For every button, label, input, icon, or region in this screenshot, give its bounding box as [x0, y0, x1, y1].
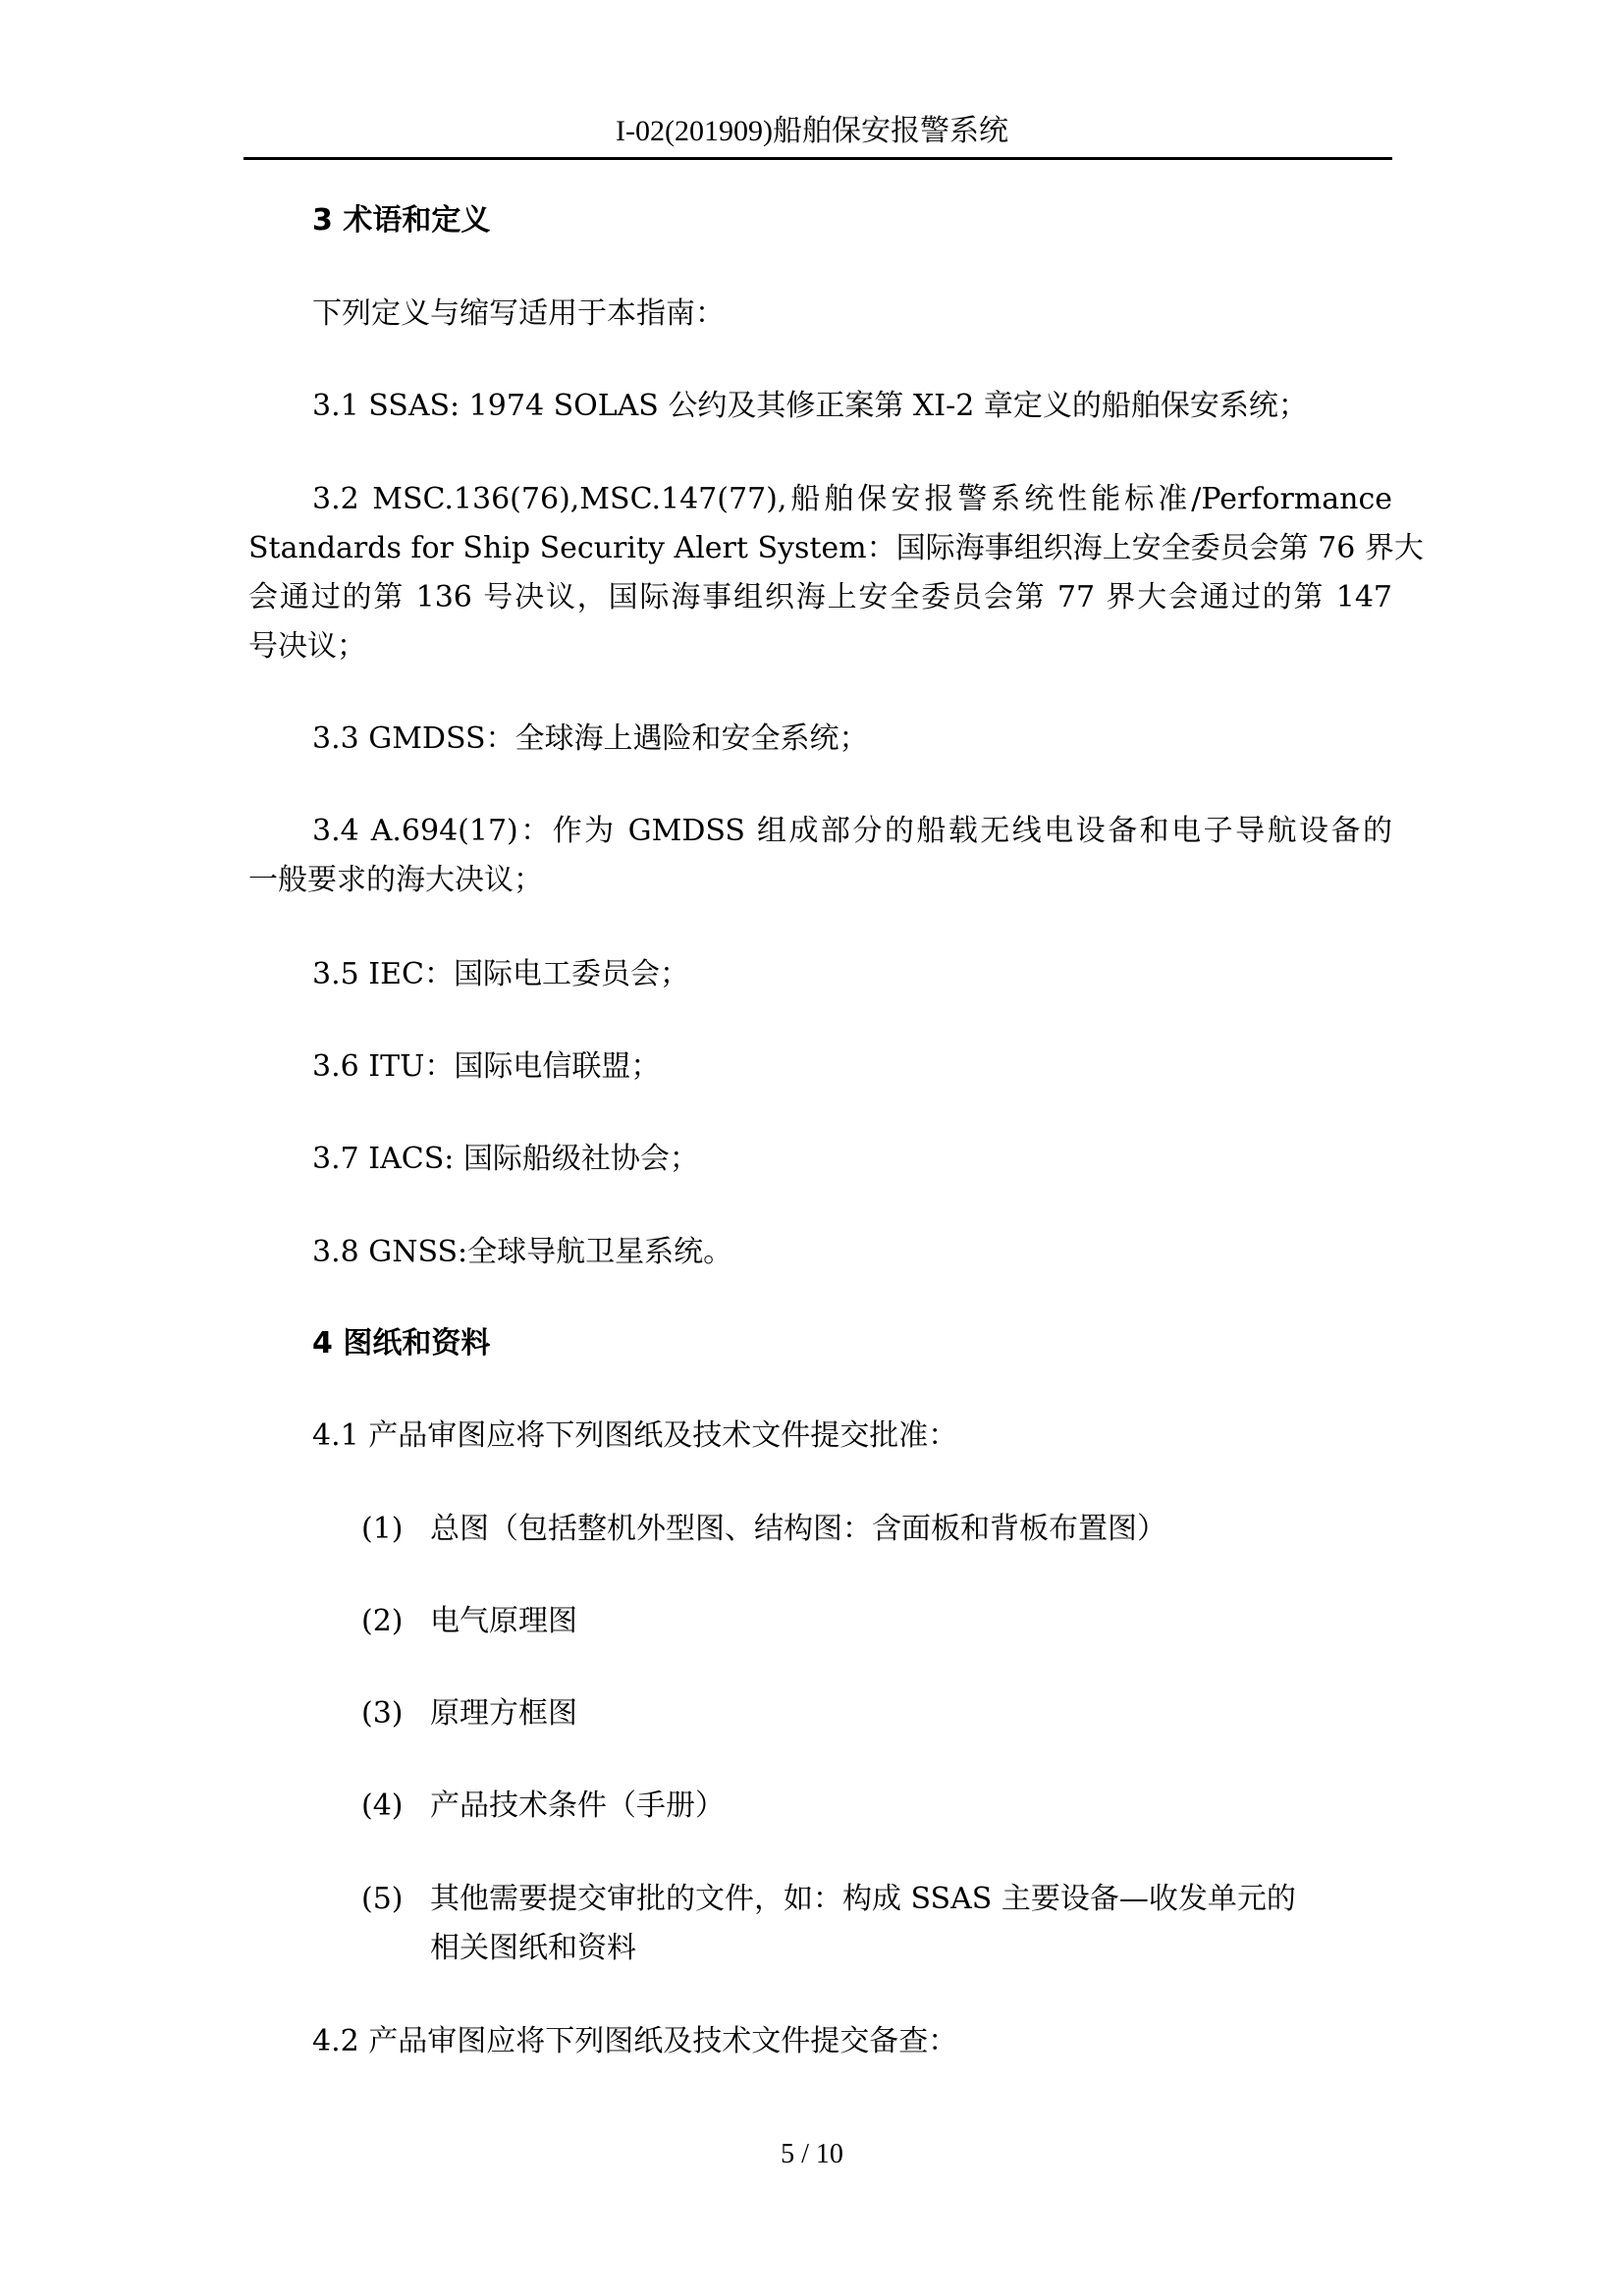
list-item-number: (5): [361, 1882, 404, 1916]
section-4-1-paragraph: 4.1 产品审图应将下列图纸及技术文件提交批准：: [312, 1418, 958, 1453]
section-4-heading: 4 图纸和资料: [312, 1326, 491, 1361]
definition-3-8: 3.8 GNSS:全球导航卫星系统。: [312, 1235, 733, 1269]
definition-3-1: 3.1 SSAS: 1974 SOLAS 公约及其修正案第 XI-2 章定义的船舶保安系统；: [312, 389, 1308, 423]
list-item-text: 总图（包括整机外型图、结构图：含面板和背板布置图）: [430, 1512, 1166, 1546]
list-item-continuation: 相关图纸和资料: [430, 1931, 636, 1965]
header-title: I-02(201909)船舶保安报警系统: [616, 115, 1008, 147]
list-item-text: 原理方框图: [430, 1696, 577, 1731]
list-item-number: (1): [361, 1512, 404, 1546]
list-item-text: 产品技术条件（手册）: [430, 1789, 725, 1823]
section-3-heading: 3 术语和定义: [312, 203, 491, 238]
definition-3-5: 3.5 IEC：国际电工委员会；: [312, 957, 689, 991]
definition-3-2-line-3: 会通过的第 136 号决议，国际海事组织海上安全委员会第 77 界大会通过的第 147: [248, 580, 1392, 614]
definition-3-2-line-1: 3.2 MSC.136(76),MSC.147(77),船舶保安报警系统性能标准/Performance: [312, 482, 1392, 516]
definition-3-2-line-2: Standards for Ship Security Alert System：国际海事组织海上安全委员会第 76 界大: [248, 531, 1424, 565]
section-3-intro: 下列定义与缩写适用于本指南：: [312, 296, 725, 331]
page-number: 5 / 10: [781, 2139, 843, 2169]
list-item-text: 其他需要提交审批的文件，如：构成 SSAS 主要设备—收发单元的: [430, 1882, 1296, 1916]
definition-3-4-line-2: 一般要求的海大决议；: [248, 863, 543, 897]
section-4-2-paragraph: 4.2 产品审图应将下列图纸及技术文件提交备查：: [312, 2024, 958, 2058]
definition-3-2-line-4: 号决议；: [248, 629, 366, 664]
definition-3-6: 3.6 ITU：国际电信联盟；: [312, 1049, 661, 1084]
list-item: [361, 1604, 577, 1639]
list-item-number: (4): [361, 1789, 404, 1823]
list-item: [361, 1696, 577, 1732]
list-item: [361, 1882, 1296, 1917]
list-item: [361, 1789, 725, 1824]
list-item-number: (2): [361, 1604, 404, 1638]
definition-3-3: 3.3 GMDSS：全球海上遇险和安全系统；: [312, 721, 869, 756]
definition-3-7: 3.7 IACS: 国际船级社协会；: [312, 1142, 699, 1176]
list-item-text: 电气原理图: [430, 1604, 577, 1638]
list-item-number: (3): [361, 1696, 404, 1731]
header-rule: [244, 157, 1392, 160]
definition-3-4-line-1: 3.4 A.694(17)：作为 GMDSS 组成部分的船载无线电设备和电子导航设备的: [312, 814, 1392, 848]
list-item: [361, 1512, 1166, 1547]
